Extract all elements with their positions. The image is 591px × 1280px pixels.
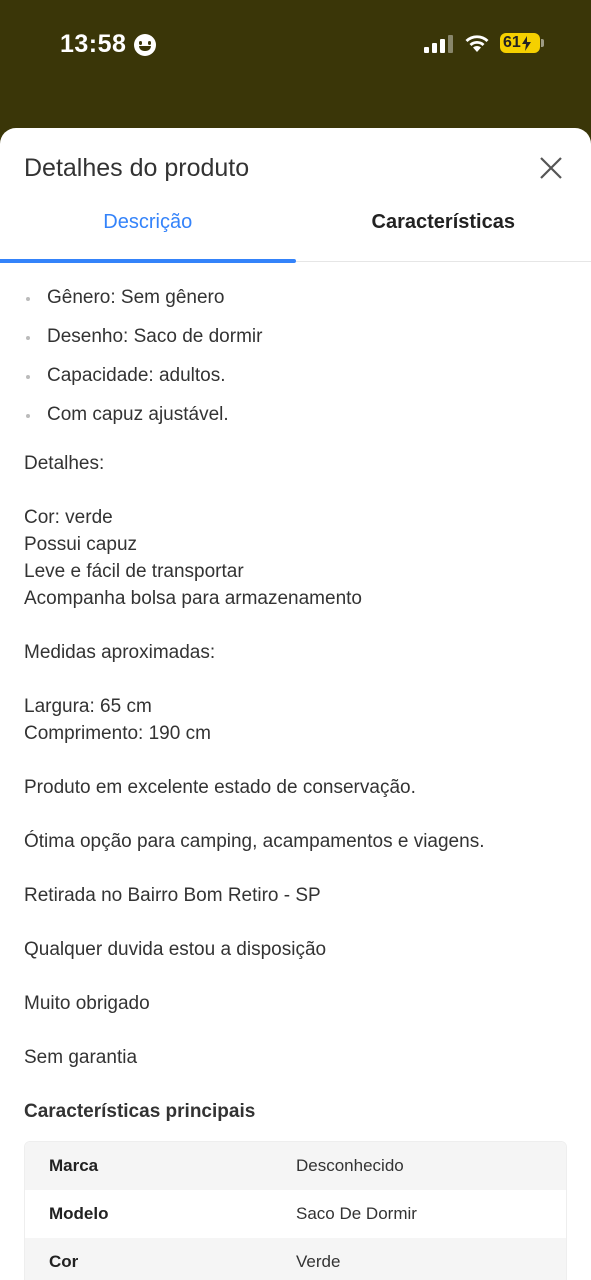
details-line: Leve e fácil de transportar <box>24 561 244 582</box>
table-row <box>25 1142 566 1190</box>
measure-line: Largura: 65 cm <box>24 696 152 717</box>
description-paragraph: Ótima opção para camping, acampamentos e viagens. <box>24 831 485 852</box>
main-characteristics-title: Características principais <box>24 1101 256 1122</box>
status-bar <box>0 0 591 90</box>
details-line: Acompanha bolsa para armazenamento <box>24 588 362 609</box>
battery-cap <box>541 39 544 47</box>
sheet-title: Detalhes do produto <box>24 154 250 182</box>
bullet-item: Capacidade: adultos. <box>24 364 567 403</box>
bullet-item: Com capuz ajustável. <box>24 403 567 442</box>
details-block <box>24 504 567 612</box>
time-text: 13:58 <box>60 30 127 58</box>
emoji-status-icon <box>134 34 156 56</box>
charging-bolt-icon <box>521 36 532 51</box>
details-line: Possui capuz <box>24 534 138 555</box>
active-tab-indicator <box>0 259 296 263</box>
details-line: Cor: verde <box>24 507 113 528</box>
spec-value: Verde <box>296 1252 341 1271</box>
description-paragraph: Retirada no Bairro Bom Retiro - SP <box>24 885 321 906</box>
spec-key: Marca <box>49 1156 99 1175</box>
wifi-icon <box>463 32 491 54</box>
measures-block <box>24 693 567 747</box>
description-paragraph: Produto em excelente estado de conservação. <box>24 777 416 798</box>
feature-bullet-list <box>24 286 567 442</box>
battery-level: 61 <box>503 34 521 51</box>
description-paragraph: Muito obrigado <box>24 993 150 1014</box>
description-paragraph: Qualquer duvida estou a disposição <box>24 939 327 960</box>
tab-bar <box>0 200 591 262</box>
table-row <box>25 1238 566 1280</box>
details-heading: Detalhes: <box>24 453 105 474</box>
characteristics-table <box>24 1141 567 1280</box>
spec-key: Modelo <box>49 1204 109 1223</box>
spec-value: Saco De Dormir <box>296 1204 417 1223</box>
measures-heading: Medidas aproximadas: <box>24 642 216 663</box>
description-paragraph: Sem garantia <box>24 1047 138 1068</box>
tab-descricao[interactable]: Descrição <box>103 211 193 233</box>
close-icon[interactable] <box>537 154 565 182</box>
bullet-item: Desenho: Saco de dormir <box>24 325 567 364</box>
sheet-header <box>0 128 591 200</box>
description-content <box>0 262 591 1280</box>
bullet-item: Gênero: Sem gênero <box>24 286 567 325</box>
measure-line: Comprimento: 190 cm <box>24 723 211 744</box>
cellular-signal-icon <box>424 35 453 53</box>
status-time <box>60 30 156 59</box>
spec-value: Desconhecido <box>296 1156 404 1175</box>
table-row <box>25 1190 566 1238</box>
product-details-sheet <box>0 128 591 1280</box>
battery-indicator <box>500 33 540 53</box>
spec-key: Cor <box>49 1252 79 1271</box>
tab-caracteristicas[interactable]: Características <box>371 211 515 233</box>
